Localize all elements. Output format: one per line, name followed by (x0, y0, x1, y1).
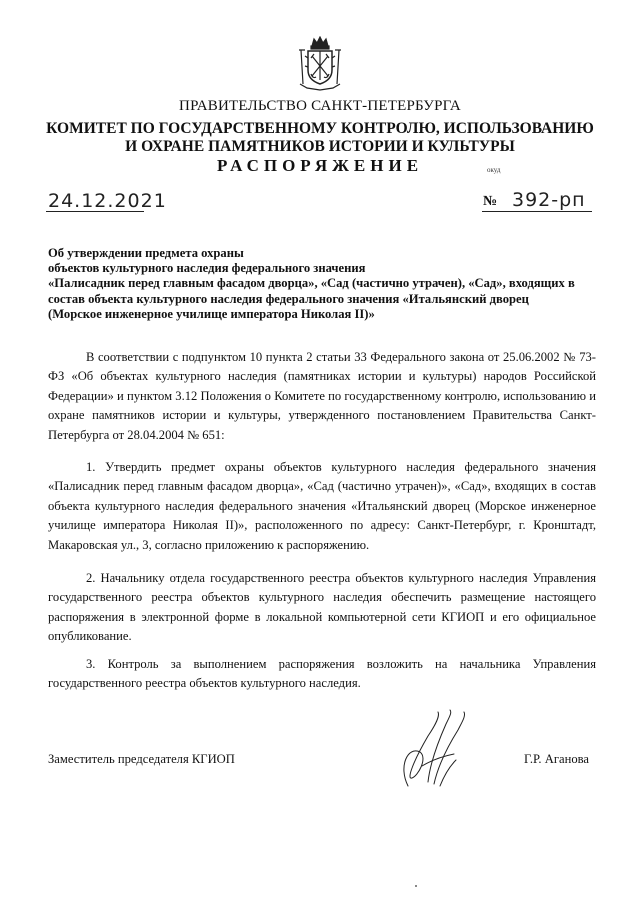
signatory-name: Г.Р. Аганова (524, 752, 589, 766)
signatory-role: Заместитель председателя КГИОП (48, 752, 235, 766)
paragraph-item-1 (48, 458, 596, 555)
committee-name-line1: КОМИТЕТ ПО ГОСУДАРСТВЕННОМУ КОНТРОЛЮ, ИСПОЛЬЗОВАНИЮ (46, 120, 594, 137)
title-line: (Морское инженерное училище императора Николая II)» (48, 306, 375, 321)
paragraph-item-2 (48, 569, 596, 647)
title-line: Об утверждении предмета охраны (48, 246, 244, 260)
coat-of-arms-icon (297, 36, 343, 94)
title-line: состав объекта культурного наследия федерального значения «Итальянский дворец (48, 291, 529, 306)
paragraph-preamble-text: В соответствии с подпунктом 10 пункта 2 статьи 33 Федерального закона от 25.06.2002 № 73-ФЗ «Об объектах культурного наследия (памятниках истории и культуры) народов Российской Федерации» и пунктом 3.12 Положения о Комитете по государственному контролю, использованию и охране памятников истории и культуры, утвержденного постановлением Правительства Санкт-Петербурга от 28.04.2004 № 651: (48, 350, 596, 442)
title-line: «Палисадник перед главным фасадом дворца», «Сад (частично утрачен), «Сад», входящих в (48, 276, 575, 291)
scan-speck (415, 885, 417, 887)
paragraph-item-1-text: 1. Утвердить предмет охраны объектов культурного наследия федерального значения «Палисадник перед главным фасадом дворца», «Сад (частично утрачен)», «Сад», входящих в состав объекта культурного наследия федерального значения «Итальянский дворец (Морское инженерное училище императора Николая II)», расположенного по адресу: Санкт-Петербург, г. Кронштадт, Макаровская ул., 3, согласно приложению к распоряжению. (48, 460, 596, 552)
number-underline (482, 211, 592, 212)
okud-label: окуд (487, 166, 501, 174)
government-name: ПРАВИТЕЛЬСТВО САНКТ-ПЕТЕРБУРГА (179, 98, 461, 114)
paragraph-item-3-text: 3. Контроль за выполнением распоряжения возложить на начальника Управления государственного реестра объектов культурного наследия. (48, 657, 596, 691)
paragraph-preamble (48, 348, 596, 445)
document-number: 392-рп (512, 189, 586, 211)
handwritten-signature (388, 706, 472, 790)
paragraph-item-2-text: 2. Начальнику отдела государственного реестра объектов культурного наследия Управления государственного реестра объектов культурного наследия обеспечить размещение настоящего распоряжения в электронной форме в локальной компьютерной сети КГИОП и его официальное опубликование. (48, 571, 596, 644)
number-sign: № (483, 194, 498, 209)
date-underline (46, 211, 144, 212)
document-title (48, 246, 608, 322)
committee-name-line2: И ОХРАНЕ ПАМЯТНИКОВ ИСТОРИИ И КУЛЬТУРЫ (125, 138, 515, 155)
committee-name (40, 120, 600, 156)
title-line: объектов культурного наследия федерального значения (48, 261, 366, 276)
document-type: РАСПОРЯЖЕНИЕ (216, 156, 424, 175)
paragraph-item-3 (48, 655, 596, 694)
document-date: 24.12.2021 (48, 190, 167, 212)
